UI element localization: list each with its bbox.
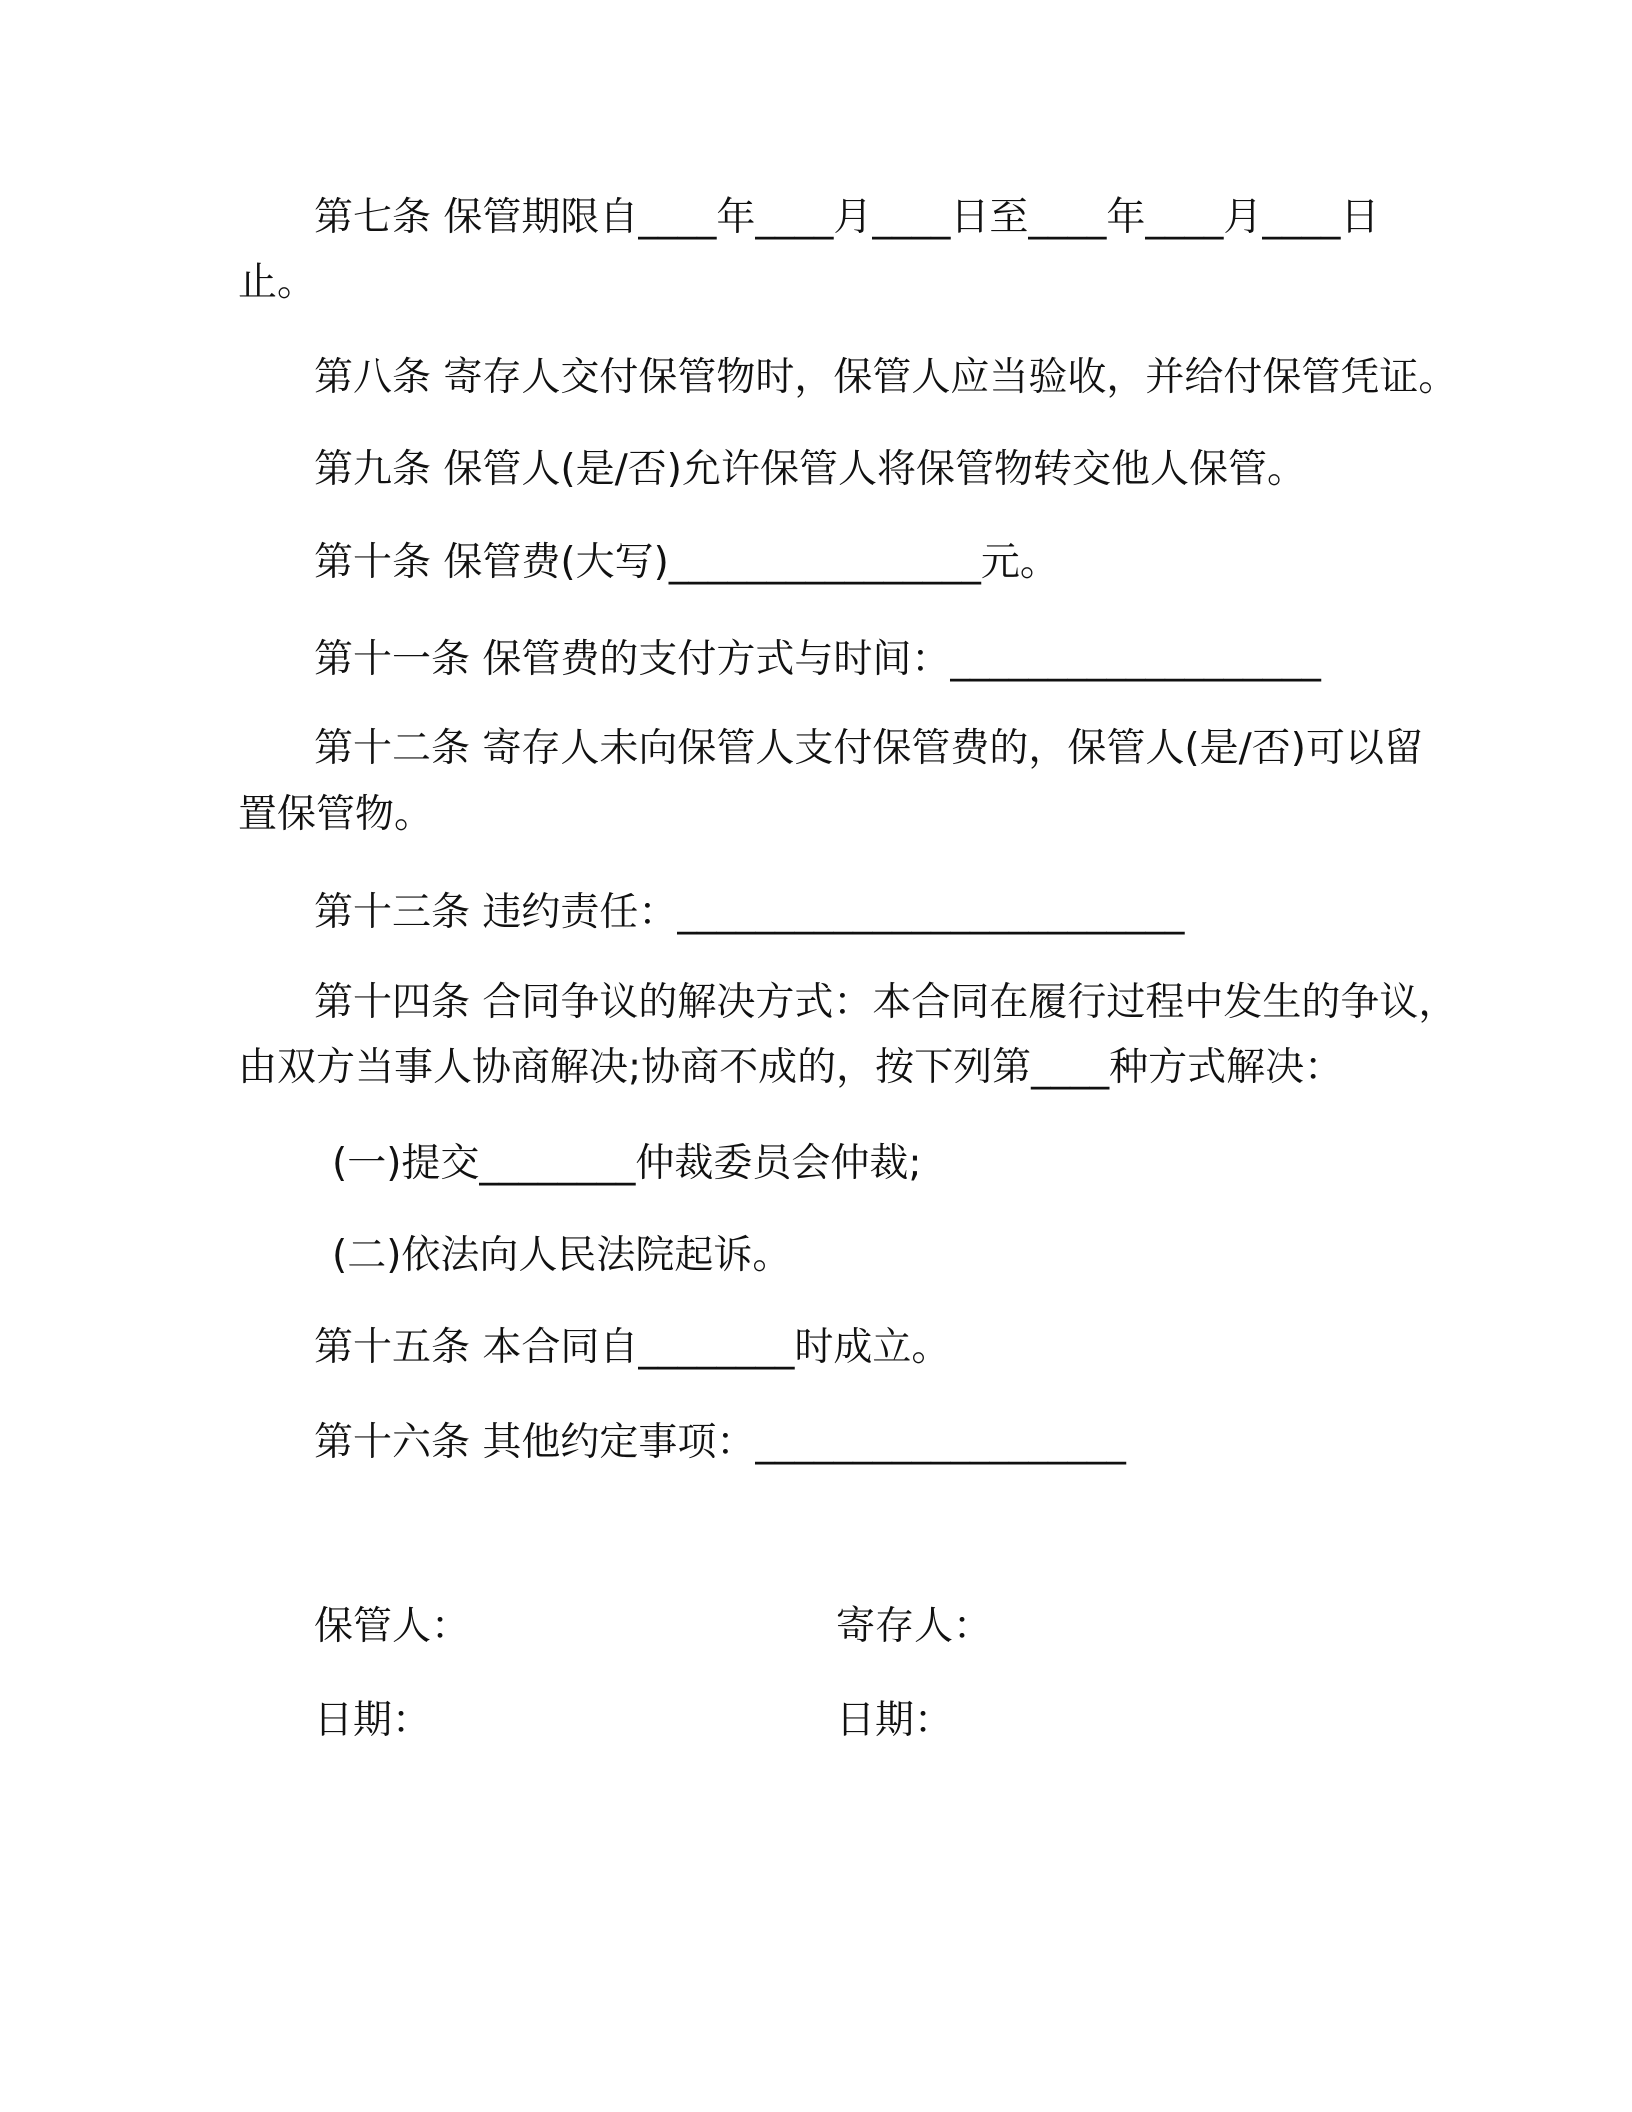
- article-14-option-2: (二)依法向人民法院起诉。: [332, 1233, 792, 1278]
- article-8: 第八条 寄存人交付保管物时，保管人应当验收，并给付保管凭证。: [314, 355, 1458, 400]
- article-14-line-1: 第十四条 合同争议的解决方式：本合同在履行过程中发生的争议，: [314, 980, 1458, 1025]
- article-12-line-2: 置保管物。: [238, 792, 434, 837]
- depositor-signature-label: 寄存人：: [836, 1604, 993, 1649]
- article-12-line-1: 第十二条 寄存人未向保管人支付保管费的，保管人(是/否)可以留: [314, 726, 1423, 771]
- article-9: 第九条 保管人(是/否)允许保管人将保管物转交他人保管。: [314, 447, 1306, 492]
- article-14-line-2: 由双方当事人协商解决;协商不成的，按下列第____种方式解决：: [238, 1045, 1344, 1090]
- article-10: 第十条 保管费(大写)________________元。: [314, 540, 1059, 585]
- article-16: 第十六条 其他约定事项：___________________: [314, 1420, 1126, 1465]
- article-14-option-1: (一)提交________仲裁委员会仲裁;: [332, 1141, 922, 1186]
- depositor-date-label: 日期：: [836, 1698, 954, 1743]
- article-15: 第十五条 本合同自________时成立。: [314, 1325, 951, 1370]
- article-7-line-1: 第七条 保管期限自____年____月____日至____年____月____日: [314, 195, 1380, 240]
- article-7-line-2: 止。: [238, 260, 317, 305]
- custodian-signature-label: 保管人：: [314, 1604, 471, 1649]
- custodian-date-label: 日期：: [314, 1698, 432, 1743]
- article-13: 第十三条 违约责任：__________________________: [314, 890, 1185, 935]
- article-11: 第十一条 保管费的支付方式与时间：___________________: [314, 637, 1321, 682]
